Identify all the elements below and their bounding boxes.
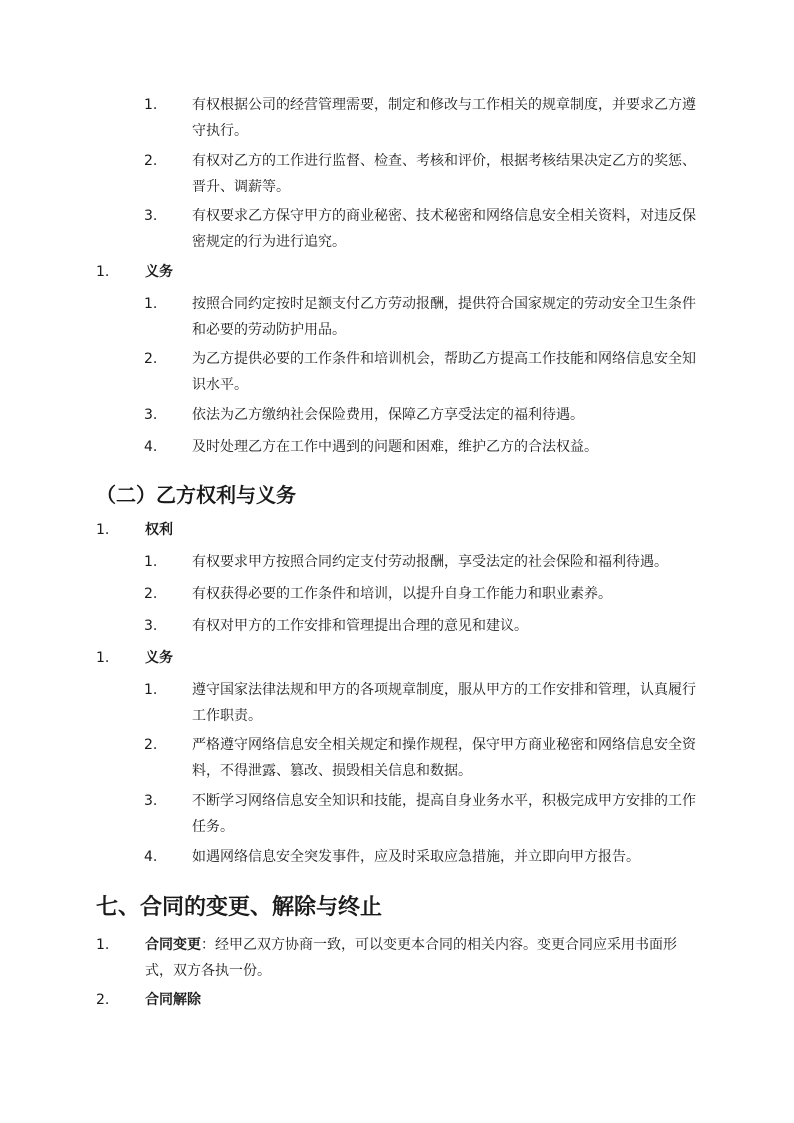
list-number: 3. — [144, 618, 158, 634]
list-item: 不断学习网络信息安全知识和技能，提高自身业务水平，积极完成甲方安排的工作任务。 — [192, 793, 696, 835]
list-item: 有权要求乙方保守甲方的商业秘密、技术秘密和网络信息安全相关资料，对违反保密规定的行为进行追究。 — [192, 208, 696, 250]
list-number: 2. — [144, 737, 158, 753]
list-number: 2. — [96, 992, 110, 1008]
list-number: 2. — [144, 153, 158, 169]
list-item: 遵守国家法律法规和甲方的各项规章制度，服从甲方的工作安排和管理，认真履行工作职责。 — [192, 682, 696, 724]
item-text: ：经甲乙双方协商一致，可以变更本合同的相关内容。变更合同应采用书面形式，双方各执一份。 — [145, 937, 677, 979]
list-number: 1. — [96, 650, 110, 666]
chapter-title: 七、合同的变更、解除与终止 — [96, 895, 383, 920]
list-number: 1. — [96, 937, 110, 953]
list-item: 有权要求甲方按照合同约定支付劳动报酬，享受法定的社会保险和福利待遇。 — [192, 554, 668, 570]
list-item — [145, 932, 700, 984]
list-item: 有权根据公司的经营管理需要，制定和修改与工作相关的规章制度，并要求乙方遵守执行。 — [192, 97, 696, 139]
item-label: 合同解除 — [145, 992, 201, 1008]
list-number: 1. — [96, 522, 110, 538]
section-title: （二）乙方权利与义务 — [96, 483, 296, 507]
list-number: 1. — [144, 97, 158, 113]
list-item: 依法为乙方缴纳社会保险费用，保障乙方享受法定的福利待遇。 — [192, 407, 584, 423]
list-number: 4. — [144, 439, 158, 455]
list-item — [145, 987, 700, 1013]
list-number: 4. — [144, 849, 158, 865]
list-number: 1. — [144, 682, 158, 698]
subsection-heading: 义务 — [145, 650, 173, 666]
list-item: 严格遵守网络信息安全相关规定和操作规程，保守甲方商业秘密和网络信息安全资料，不得泄露、篡改、损毁相关信息和数据。 — [192, 737, 696, 779]
list-number: 2. — [144, 351, 158, 367]
item-label: 合同变更 — [145, 937, 201, 953]
list-number: 3. — [144, 407, 158, 423]
list-number: 1. — [144, 296, 158, 312]
list-item: 按照合同约定按时足额支付乙方劳动报酬，提供符合国家规定的劳动安全卫生条件和必要的劳动防护用品。 — [192, 296, 696, 338]
subsection-heading: 权利 — [145, 522, 173, 538]
list-number: 1. — [96, 264, 110, 280]
list-number: 2. — [144, 586, 158, 602]
list-item: 及时处理乙方在工作中遇到的问题和困难，维护乙方的合法权益。 — [192, 439, 598, 455]
list-number: 3. — [144, 793, 158, 809]
subsection-heading: 义务 — [145, 264, 173, 280]
list-number: 3. — [144, 208, 158, 224]
list-item: 有权获得必要的工作条件和培训，以提升自身工作能力和职业素养。 — [192, 586, 612, 602]
list-item: 如遇网络信息安全突发事件，应及时采取应急措施，并立即向甲方报告。 — [192, 849, 640, 865]
list-number: 1. — [144, 554, 158, 570]
list-item: 有权对甲方的工作安排和管理提出合理的意见和建议。 — [192, 618, 528, 634]
list-item: 有权对乙方的工作进行监督、检查、考核和评价，根据考核结果决定乙方的奖惩、晋升、调薪等。 — [192, 153, 696, 195]
list-item: 为乙方提供必要的工作条件和培训机会，帮助乙方提高工作技能和网络信息安全知识水平。 — [192, 351, 696, 393]
